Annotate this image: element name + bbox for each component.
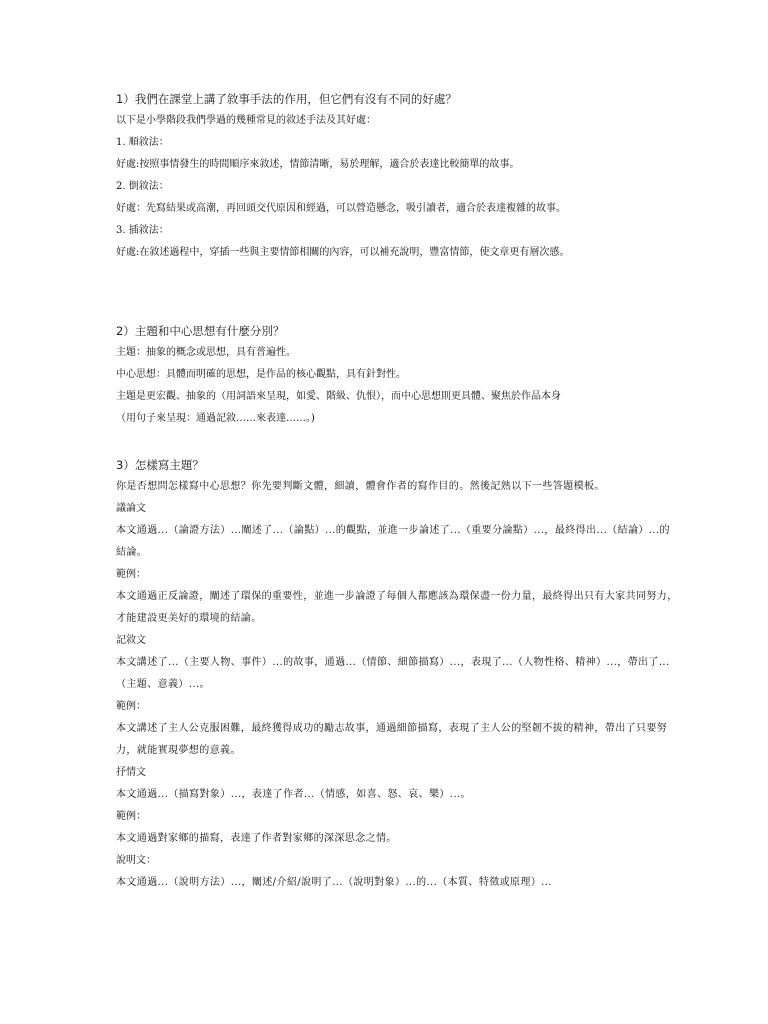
technique-benefit: 好處:在敘述過程中，穿插一些與主要情節相關的內容，可以補充說明，豐富情節，使文章更有層次感。 [116,247,570,258]
technique-benefit: 好處：先寫結果或高潮，再回頭交代原因和經過，可以營造懸念，吸引讀者，適合於表達複雜的故事。 [116,203,566,214]
definition-line: 主題：抽象的概念或思想，具有普遍性。 [116,347,296,358]
section-narrative-techniques [116,88,678,264]
definition-line: （用句子來呈現：通過記敘……來表達……。) [116,413,315,424]
genre-label: 記敘文 [116,635,146,646]
section-intro: 以下是小學階段我們學過的幾種常見的敘述手法及其好處： [116,115,376,126]
example-text: 本文通過正反論證，闡述了環保的重要性，並進一步論證了每個人都應該為環保盡一份力量，最終得出只有大家共同努力，才能建設更美好的環境的結論。 [116,591,678,624]
definition-line: 主題是更宏觀、抽象的（用詞語來呈現，如愛、階級、仇恨），而中心思想則更具體、聚焦於作品本身 [116,391,561,402]
answer-template: 本文講述了...（主要人物、事件）...的故事，通過...（情節、細節描寫）...，表現了...（人物性格、精神）...，帶出了...（主題、意義）...。 [116,657,670,690]
example-text: 本文通過對家鄉的描寫，表達了作者對家鄉的深深思念之情。 [116,833,397,844]
definition-line: 中心思想：具體而明確的思想，是作品的核心觀點，具有針對性。 [116,369,406,380]
technique-title: 2. 倒敘法： [116,181,169,192]
section-heading: 1）我們在課堂上講了敘事手法的作用，但它們有沒有不同的好處？ [116,92,457,106]
example-label: 範例： [116,701,146,712]
example-label: 範例： [116,569,146,580]
genre-label: 議論文 [116,503,146,514]
technique-benefit: 好處:按照事情發生的時間順序來敘述，情節清晰，易於理解，適合於表達比較簡單的故事。 [116,159,520,170]
genre-label: 抒情文 [116,767,146,778]
example-label: 範例： [116,811,146,822]
section-heading: 3）怎樣寫主題？ [116,458,204,472]
answer-template: 本文通過...（描寫對象）...，表達了作者...（情感，如喜、怒、哀、樂）...。 [116,789,471,800]
answer-template: 本文通過...（論證方法）...闡述了...（論點）...的觀點，並進一步論述了...（重要分論點）...，最終得出...（結論）...的結論。 [116,525,670,558]
section-heading: 2）主題和中心思想有什麼分別？ [116,324,285,338]
technique-title: 3. 插敘法： [116,225,169,236]
section-how-to-write-theme [116,454,678,894]
example-text: 本文講述了主人公克服困難，最終獲得成功的勵志故事，通過細節描寫，表現了主人公的堅韌不拔的精神，帶出了只要努力，就能實現夢想的意義。 [116,723,668,756]
section-theme-vs-central-idea [116,320,678,430]
genre-label: 說明文： [116,855,156,866]
technique-title: 1. 順敘法： [116,137,169,148]
answer-template: 本文通過...（說明方法）...，闡述/介紹/說明了...（說明對象）...的...（本質、特徵或原理）... [116,877,552,888]
section-intro: 你是否想問怎樣寫中心思想？你先要判斷文體，細讀，體會作者的寫作目的。然後記熟以下一些答題模板。 [116,481,605,492]
